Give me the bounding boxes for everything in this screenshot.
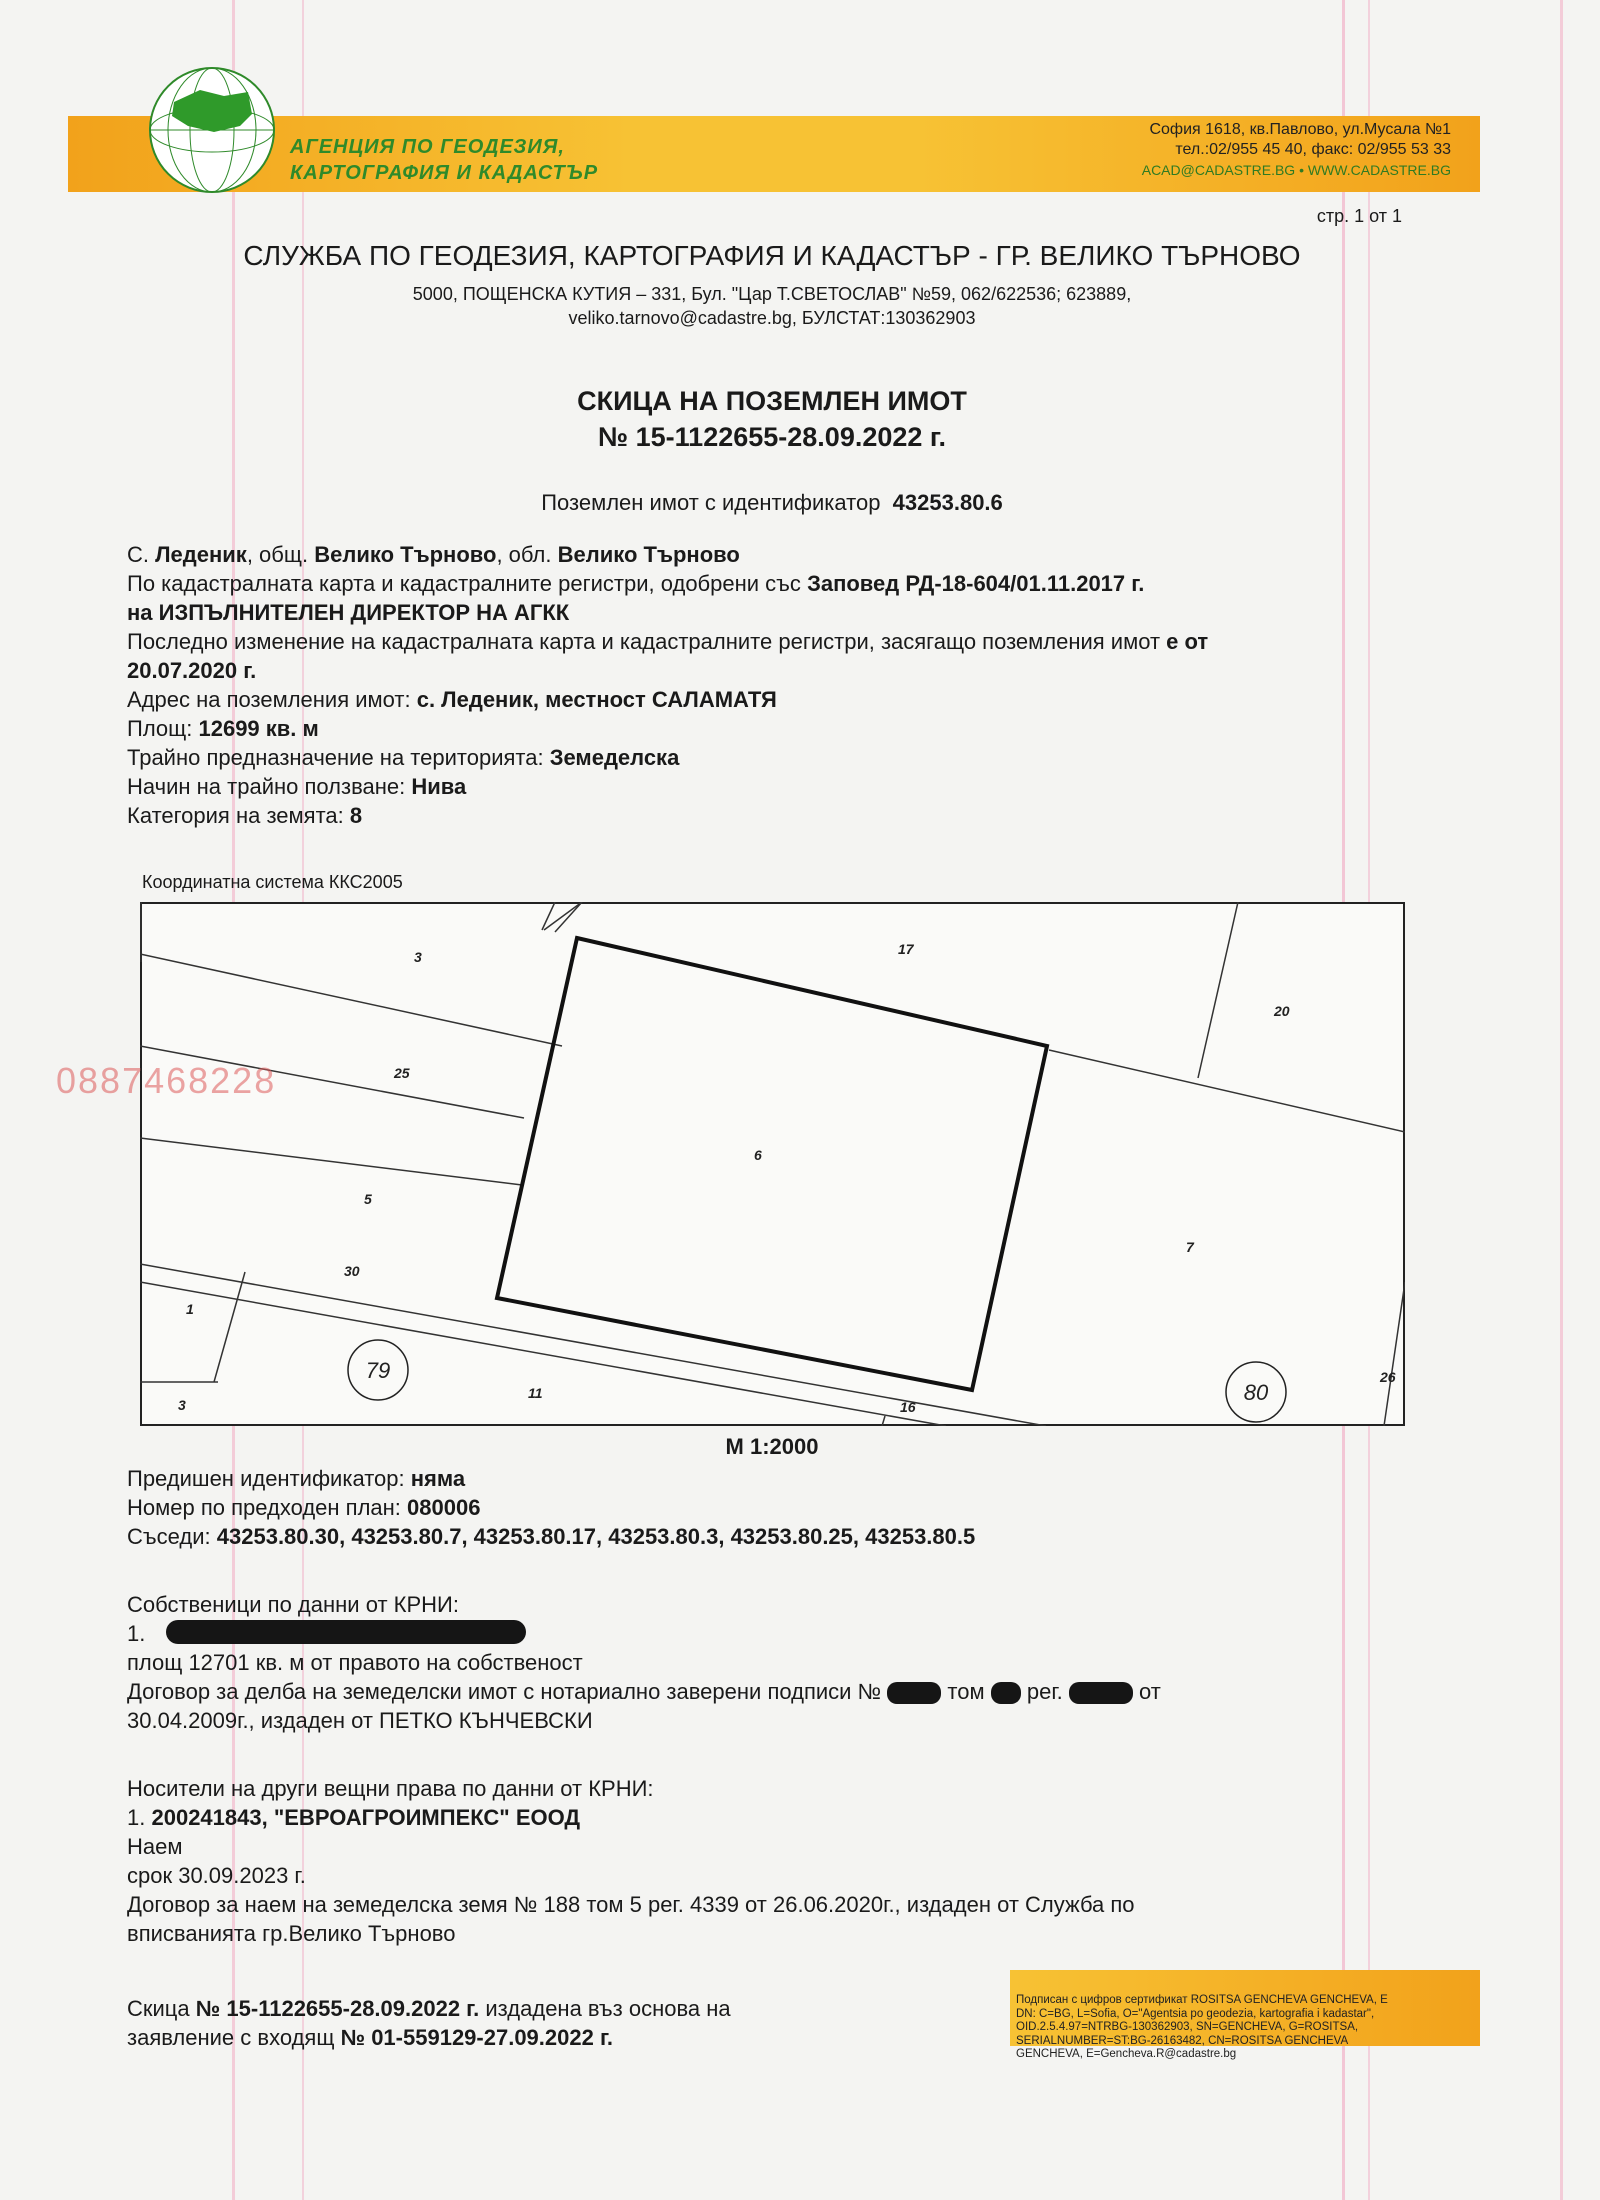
parcel-label: 5 [364, 1191, 372, 1207]
issued-line [127, 1994, 987, 2023]
globe-logo-icon [144, 62, 280, 198]
parcel-label: 1 [186, 1301, 194, 1317]
approval-authority: на ИЗПЪЛНИТЕЛЕН ДИРЕКТОР НА АГКК [127, 600, 570, 625]
rights-holder: 200241843, "ЕВРОАГРОИМПЕКС" ЕООД [151, 1805, 581, 1830]
signature-line: OID.2.5.4.97=NTRBG-130362903, SN=GENCHEVA, G=ROSITSA, [1016, 2021, 1359, 2033]
parcel-label: 30 [344, 1263, 360, 1279]
map-scale: М 1:2000 [725, 1434, 819, 1459]
office-address-line-2: veliko.tarnovo@cadastre.bg, БУЛСТАТ:130362903 [568, 308, 976, 328]
identifier-line [0, 490, 1544, 516]
circle-label: 79 [365, 1358, 391, 1383]
parcel-label: 7 [1186, 1239, 1194, 1255]
neighbors-line [127, 1522, 1427, 1551]
parcel-label: 25 [394, 1065, 410, 1081]
rights-item-number: 1. [127, 1805, 146, 1830]
office-address [0, 282, 1544, 330]
page-number: стр. 1 от 1 [1316, 206, 1402, 226]
prev-id-value: няма [410, 1466, 466, 1491]
parcel-label: 17 [898, 941, 914, 957]
location-line [127, 540, 1427, 569]
purpose-line [127, 743, 1427, 772]
watermark-phone: 0887468228 [56, 1060, 277, 1101]
digital-signature [1016, 1994, 1476, 2062]
owner-name-redaction [166, 1620, 526, 1644]
parcel-history [127, 1464, 1427, 1551]
issued-prefix: Скица [127, 1996, 190, 2021]
approval-order: Заповед РД-18-604/01.11.2017 г. [807, 571, 1145, 596]
redaction [887, 1682, 941, 1704]
approval-text: По кадастралната карта и кадастралните регистри, одобрени със [127, 571, 801, 596]
last-change-text: Последно изменение на кадастралната карта и кадастралните регистри, засягащо поземления имот [127, 629, 1161, 654]
area-line [127, 714, 1427, 743]
circle-label: 80 [1243, 1380, 1269, 1405]
scan-stripe [1560, 0, 1563, 2200]
cadastral-map [140, 902, 1405, 1426]
municipality: Велико Търново [314, 542, 497, 567]
usage-line [127, 772, 1427, 801]
parcel-label: 11 [528, 1385, 543, 1401]
application-prefix: заявление с входящ [127, 2025, 335, 2050]
rights-term: срок 30.09.2023 г. [127, 1863, 306, 1888]
contact-web: ACAD@CADASTRE.BG • WWW.CADASTRE.BG [1141, 162, 1451, 178]
redaction [1069, 1682, 1133, 1704]
region: Велико Търново [557, 542, 740, 567]
region-prefix: , обл. [496, 542, 552, 567]
area-label: Площ: [127, 716, 193, 741]
rights-heading: Носители на други вещни права по данни от КРНИ: [127, 1776, 654, 1801]
signature-line: SERIALNUMBER=ST:BG-26163482, CN=ROSITSA GENCHEVA [1016, 2034, 1349, 2047]
last-change-line [127, 627, 1427, 656]
prev-plan-label: Номер по предходен план: [127, 1495, 401, 1520]
rights-holder-line [127, 1803, 1427, 1832]
approval-line [127, 569, 1427, 598]
village: Леденик [155, 542, 247, 567]
identifier-label: Поземлен имот с идентификатор [541, 490, 881, 515]
redaction [991, 1682, 1021, 1704]
application-number: № 01-559129-27.09.2022 г. [340, 2025, 614, 2050]
last-change-is: е от [1166, 629, 1209, 654]
issuance-note [127, 1994, 987, 2052]
address-label: Адрес на поземления имот: [127, 687, 411, 712]
agency-line-1: АГЕНЦИЯ ПО ГЕОДЕЗИЯ, [290, 136, 565, 158]
contract-from: от [1139, 1679, 1161, 1704]
signature-line: DN: C=BG, L=Sofia, O="Agentsia po geodezia, kartografia i kadastar", [1016, 2007, 1375, 2020]
document-title-line-1: СКИЦА НА ПОЗЕМЛЕН ИМОТ [577, 386, 967, 416]
rights-contract: Договор за наем на земеделска земя № 188 том 5 рег. 4339 от 26.06.2020г., издаден от Служба по [127, 1892, 1135, 1917]
owner-number: 1. [127, 1621, 146, 1646]
parcel-label: 6 [754, 1147, 762, 1163]
usage-value: Нива [411, 774, 467, 799]
category-line [127, 801, 1427, 830]
agency-name [290, 134, 598, 186]
owners-heading: Собственици по данни от КРНИ: [127, 1592, 459, 1617]
signature-line: GENCHEVA, E=Gencheva.R@cadastre.bg [1016, 2048, 1237, 2060]
owner-contract [127, 1677, 1427, 1706]
municipality-prefix: , общ. [246, 542, 309, 567]
identifier-value: 43253.80.6 [892, 490, 1003, 515]
prev-plan-line [127, 1493, 1427, 1522]
office-address-line-1: 5000, ПОЩЕНСКА КУТИЯ – 331, Бул. "Цар Т.СВЕТОСЛАВ" №59, 062/622536; 623889, [412, 284, 1132, 304]
agency-line-2: КАРТОГРАФИЯ И КАДАСТЪР [290, 162, 599, 184]
parcel-label: 3 [414, 949, 422, 965]
contract-text: Договор за делба на земеделски имот с нотариално заверени подписи № [127, 1679, 882, 1704]
area-value: 12699 кв. м [198, 716, 319, 741]
contract-reg: рег. [1026, 1679, 1063, 1704]
prev-plan-value: 080006 [407, 1495, 481, 1520]
rights-contract-issuer: вписванията гр.Велико Търново [127, 1921, 456, 1946]
signature-line: Подписан с цифров сертификат ROSITSA GENCHEVA GENCHEVA, E [1016, 1994, 1388, 2006]
category-label: Категория на земята: [127, 803, 344, 828]
office-title: СЛУЖБА ПО ГЕОДЕЗИЯ, КАРТОГРАФИЯ И КАДАСТЪР - ГР. ВЕЛИКО ТЪРНОВО [243, 240, 1301, 271]
purpose-label: Трайно предназначение на територията: [127, 745, 544, 770]
contact-address: София 1618, кв.Павлово, ул.Мусала №1 [1149, 121, 1451, 138]
document-title [0, 383, 1544, 455]
parcel-label: 3 [178, 1397, 186, 1413]
property-details [127, 540, 1427, 830]
address-line [127, 685, 1427, 714]
issued-number: № 15-1122655-28.09.2022 г. [195, 1996, 480, 2021]
village-prefix: С. [127, 542, 149, 567]
owners-section [127, 1590, 1427, 1735]
purpose-value: Земеделска [549, 745, 680, 770]
document-number: № 15-1122655-28.09.2022 г. [598, 422, 946, 452]
issued-suffix: издадена въз основа на [485, 1996, 731, 2021]
prev-id-line [127, 1464, 1427, 1493]
parcel-label: 20 [1274, 1003, 1290, 1019]
address-value: с. Леденик, местност САЛАМАТЯ [416, 687, 777, 712]
owner-share: площ 12701 кв. м от правото на собственост [127, 1650, 583, 1675]
rights-type: Наем [127, 1834, 183, 1859]
category-value: 8 [349, 803, 363, 828]
contract-tom: том [947, 1679, 985, 1704]
neighbors-value: 43253.80.30, 43253.80.7, 43253.80.17, 43253.80.3, 43253.80.25, 43253.80.5 [216, 1524, 976, 1549]
contract-issuer: 30.04.2009г., издаден от ПЕТКО КЪНЧЕВСКИ [127, 1708, 593, 1733]
other-rights-section [127, 1774, 1427, 1948]
contact-phone: тел.:02/955 45 40, факс: 02/955 53 33 [1175, 141, 1451, 158]
agency-contact [1056, 120, 1451, 180]
application-line [127, 2023, 987, 2052]
coordinate-system-label: Координатна система ККС2005 [142, 872, 403, 892]
last-change-date: 20.07.2020 г. [127, 658, 257, 683]
parcel-label: 16 [900, 1399, 916, 1415]
usage-label: Начин на трайно ползване: [127, 774, 406, 799]
parcel-label: 26 [1380, 1369, 1396, 1385]
prev-id-label: Предишен идентификатор: [127, 1466, 405, 1491]
neighbors-label: Съседи: [127, 1524, 211, 1549]
